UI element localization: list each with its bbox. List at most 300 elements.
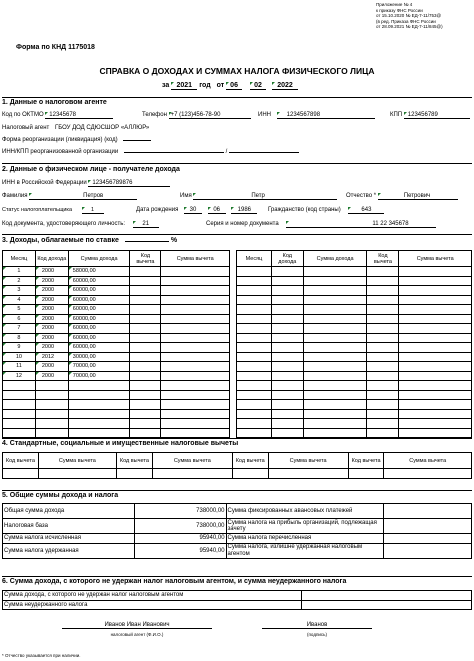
unwithheld-income-label: Сумма дохода, с которого не удержан налог налоговым агентом bbox=[3, 591, 302, 601]
income-cell-amount bbox=[68, 381, 130, 391]
income-cell-empty bbox=[399, 409, 472, 419]
deduction-cell bbox=[3, 469, 39, 479]
income-cell-dsum bbox=[161, 333, 230, 343]
income-cell-empty bbox=[399, 295, 472, 305]
income-row-empty bbox=[237, 371, 472, 381]
income-cell-empty bbox=[237, 428, 272, 438]
income-cell-empty bbox=[271, 333, 303, 343]
income-cell-empty bbox=[367, 333, 399, 343]
income-cell-empty bbox=[271, 286, 303, 296]
income-cell-code: 2000 bbox=[35, 343, 68, 353]
income-row-empty bbox=[237, 333, 472, 343]
income-cell-empty bbox=[367, 409, 399, 419]
income-cell-amount: 60000,00 bbox=[68, 276, 130, 286]
income-cell-dsum bbox=[161, 267, 230, 277]
income-cell-empty bbox=[237, 324, 272, 334]
income-row bbox=[3, 371, 230, 381]
income-cell-empty bbox=[399, 314, 472, 324]
deduction-cell bbox=[384, 469, 472, 479]
income-row-empty bbox=[237, 324, 472, 334]
income-cell-empty bbox=[237, 400, 272, 410]
income-cell-code: 2000 bbox=[35, 371, 68, 381]
income-row bbox=[3, 400, 230, 410]
income-cell-dcode bbox=[130, 305, 161, 315]
income-cell-amount: 58000,00 bbox=[68, 267, 130, 277]
birth-day: 30 bbox=[184, 207, 202, 214]
income-cell-empty bbox=[237, 362, 272, 372]
birth-month: 06 bbox=[208, 207, 226, 214]
income-cell-dcode bbox=[130, 314, 161, 324]
income-cell-dsum bbox=[161, 428, 230, 438]
income-row-empty bbox=[237, 409, 472, 419]
income-cell-dsum bbox=[161, 362, 230, 372]
income-cell-empty bbox=[399, 371, 472, 381]
income-cell-empty bbox=[303, 276, 367, 286]
income-cell-empty bbox=[237, 343, 272, 353]
income-cell-dcode bbox=[130, 419, 161, 429]
totals-row bbox=[3, 504, 472, 519]
deduction-cell bbox=[232, 469, 268, 479]
income-cell-empty bbox=[367, 343, 399, 353]
oktmo-row bbox=[2, 112, 113, 119]
income-cell-code: 2000 bbox=[35, 362, 68, 372]
income-cell-empty bbox=[367, 324, 399, 334]
income-cell-code: 2000 bbox=[35, 267, 68, 277]
income-cell-empty bbox=[399, 428, 472, 438]
patronymic-label: Отчество * bbox=[346, 193, 377, 199]
reorg-label: Форма реорганизации (ликвидация) (код) bbox=[2, 137, 118, 143]
deductions-table bbox=[2, 452, 472, 479]
income-cell-dcode bbox=[130, 381, 161, 391]
income-cell-empty bbox=[303, 324, 367, 334]
date-day: 06 bbox=[226, 82, 242, 90]
section2-header: 2. Данные о физическом лице - получателе дохода bbox=[2, 166, 180, 173]
income-cell-code bbox=[35, 381, 68, 391]
doc-code-label: Код документа, удостоверяющего личность: bbox=[2, 221, 126, 227]
income-cell-code bbox=[35, 419, 68, 429]
col-deduct-code: Код вычета bbox=[130, 251, 161, 267]
total-label: Общая сумма дохода bbox=[3, 504, 135, 519]
income-row-empty bbox=[237, 428, 472, 438]
total-label: Сумма налога исчисленная bbox=[3, 534, 135, 544]
income-cell-dsum bbox=[161, 295, 230, 305]
patronymic-value: Петрович bbox=[378, 193, 458, 200]
income-cell-empty bbox=[237, 305, 272, 315]
income-cell-amount: 60000,00 bbox=[68, 314, 130, 324]
form-code: Форма по КНД 1175018 bbox=[16, 44, 95, 51]
income-row bbox=[3, 343, 230, 353]
income-cell-empty bbox=[303, 428, 367, 438]
deduction-code-header: Код вычета bbox=[232, 453, 268, 469]
income-cell-code: 2012 bbox=[35, 352, 68, 362]
kpp-label: КПП bbox=[390, 112, 403, 118]
income-cell-empty bbox=[367, 314, 399, 324]
income-cell-empty bbox=[271, 267, 303, 277]
income-cell-dsum bbox=[161, 305, 230, 315]
income-row bbox=[3, 333, 230, 343]
income-cell-month: 12 bbox=[3, 371, 36, 381]
income-row bbox=[3, 324, 230, 334]
income-cell-month: 7 bbox=[3, 324, 36, 334]
income-row-empty bbox=[237, 305, 472, 315]
income-row bbox=[3, 267, 230, 277]
income-cell-dcode bbox=[130, 267, 161, 277]
income-cell-dcode bbox=[130, 409, 161, 419]
agent-inn-row bbox=[258, 112, 375, 119]
za-label: за bbox=[162, 82, 170, 89]
reorg-inn-row bbox=[2, 149, 299, 155]
col-income-sum: Сумма дохода bbox=[303, 251, 367, 267]
income-cell-empty bbox=[237, 295, 272, 305]
total-value: 95940,00 bbox=[134, 534, 226, 544]
income-cell-code: 2000 bbox=[35, 324, 68, 334]
income-cell-empty bbox=[237, 352, 272, 362]
person-inn-value: 123456789876 bbox=[88, 180, 170, 187]
report-year: 2021 bbox=[171, 82, 197, 90]
citizen-row bbox=[268, 207, 384, 214]
section5-header: 5. Общие суммы дохода и налога bbox=[2, 492, 119, 499]
income-row-empty bbox=[237, 267, 472, 277]
income-cell-empty bbox=[303, 333, 367, 343]
agent-label: Налоговый агент bbox=[2, 125, 50, 131]
income-cell-amount: 60000,00 bbox=[68, 324, 130, 334]
section1-header: 1. Данные о налоговом агенте bbox=[2, 99, 107, 106]
total-value: 738000,00 bbox=[134, 504, 226, 519]
phone-row bbox=[142, 112, 251, 119]
income-cell-empty bbox=[237, 333, 272, 343]
patronymic-row bbox=[346, 193, 458, 200]
deduction-code-header: Код вычета bbox=[348, 453, 384, 469]
income-row-empty bbox=[237, 400, 472, 410]
income-cell-dsum bbox=[161, 343, 230, 353]
birth-row bbox=[136, 207, 257, 214]
income-cell-empty bbox=[303, 305, 367, 315]
income-cell-code bbox=[35, 409, 68, 419]
income-cell-dcode bbox=[130, 276, 161, 286]
unwithheld-income-value bbox=[302, 591, 472, 601]
income-cell-empty bbox=[399, 276, 472, 286]
income-cell-empty bbox=[399, 390, 472, 400]
totals-row bbox=[3, 519, 472, 534]
income-cell-month: 8 bbox=[3, 333, 36, 343]
col-deduct-sum: Сумма вычета bbox=[399, 251, 472, 267]
income-cell-empty bbox=[237, 314, 272, 324]
agent-inn-label: ИНН bbox=[258, 112, 271, 118]
income-row bbox=[3, 409, 230, 419]
section6-header: 6. Сумма дохода, с которого не удержан налог налоговым агентом, и сумма неудержанного налога bbox=[2, 578, 347, 585]
surname-label: Фамилия bbox=[2, 193, 28, 199]
income-cell-empty bbox=[237, 267, 272, 277]
income-cell-empty bbox=[399, 352, 472, 362]
income-cell-dcode bbox=[130, 343, 161, 353]
income-cell-month: 5 bbox=[3, 305, 36, 315]
col-month: Месяц bbox=[237, 251, 272, 267]
income-cell-month bbox=[3, 400, 36, 410]
totals-table bbox=[2, 503, 472, 559]
col-income-sum: Сумма дохода bbox=[68, 251, 130, 267]
col-month: Месяц bbox=[3, 251, 36, 267]
income-row-empty bbox=[237, 276, 472, 286]
income-cell-month: 4 bbox=[3, 295, 36, 305]
col-deduct-sum: Сумма вычета bbox=[161, 251, 230, 267]
deduction-cell bbox=[268, 469, 348, 479]
appendix-line: к приказу ФНС России bbox=[376, 7, 423, 13]
income-cell-empty bbox=[237, 390, 272, 400]
income-cell-empty bbox=[367, 352, 399, 362]
date-month: 02 bbox=[250, 82, 266, 90]
income-cell-empty bbox=[367, 267, 399, 277]
income-row-empty bbox=[237, 314, 472, 324]
income-cell-empty bbox=[237, 381, 272, 391]
income-cell-dcode bbox=[130, 333, 161, 343]
income-cell-empty bbox=[271, 400, 303, 410]
income-cell-code: 2000 bbox=[35, 276, 68, 286]
income-cell-code bbox=[35, 400, 68, 410]
income-cell-empty bbox=[271, 352, 303, 362]
income-cell-code: 2000 bbox=[35, 333, 68, 343]
income-cell-dcode bbox=[130, 352, 161, 362]
income-cell-empty bbox=[271, 295, 303, 305]
reorg-kpp-value bbox=[229, 152, 299, 153]
status-label: Статус налогоплательщика bbox=[2, 207, 73, 213]
section3-header-row bbox=[2, 237, 177, 244]
unwithheld-tax-label: Сумма неудержанного налога bbox=[3, 600, 302, 610]
income-cell-empty bbox=[271, 276, 303, 286]
income-cell-month: 10 bbox=[3, 352, 36, 362]
income-cell-dcode bbox=[130, 286, 161, 296]
income-row-empty bbox=[237, 352, 472, 362]
total-label: Сумма налога удержанная bbox=[3, 543, 135, 558]
income-cell-amount bbox=[68, 428, 130, 438]
income-cell-empty bbox=[303, 390, 367, 400]
income-cell-empty bbox=[271, 409, 303, 419]
income-cell-month: 3 bbox=[3, 286, 36, 296]
income-cell-code: 2000 bbox=[35, 305, 68, 315]
income-cell-empty bbox=[271, 343, 303, 353]
income-cell-empty bbox=[399, 324, 472, 334]
income-row-empty bbox=[237, 362, 472, 372]
income-row bbox=[3, 286, 230, 296]
income-cell-code bbox=[35, 428, 68, 438]
date-line bbox=[162, 82, 298, 90]
income-cell-empty bbox=[367, 428, 399, 438]
income-row-empty bbox=[237, 286, 472, 296]
unwithheld-tax-value bbox=[302, 600, 472, 610]
income-row bbox=[3, 314, 230, 324]
income-cell-empty bbox=[303, 381, 367, 391]
doc-code-value: 21 bbox=[133, 221, 159, 228]
income-cell-empty bbox=[367, 371, 399, 381]
reorg-inn-value bbox=[124, 152, 224, 153]
income-cell-empty bbox=[237, 419, 272, 429]
income-cell-empty bbox=[271, 419, 303, 429]
income-cell-empty bbox=[303, 314, 367, 324]
income-cell-empty bbox=[367, 305, 399, 315]
income-cell-dsum bbox=[161, 419, 230, 429]
person-inn-label: ИНН в Российской Федерации bbox=[2, 180, 87, 186]
name-label: Имя bbox=[180, 193, 192, 199]
income-cell-empty bbox=[367, 381, 399, 391]
income-cell-empty bbox=[367, 295, 399, 305]
income-row-empty bbox=[237, 381, 472, 391]
income-cell-empty bbox=[303, 362, 367, 372]
total-right-label: Сумма налога, излишне удержанная налоговым агентом bbox=[226, 543, 384, 558]
phone-label: Телефон bbox=[142, 112, 167, 118]
income-cell-empty bbox=[303, 343, 367, 353]
doc-series-label: Серия и номер документа bbox=[206, 221, 279, 227]
total-label: Налоговая база bbox=[3, 519, 135, 534]
income-cell-empty bbox=[237, 371, 272, 381]
income-cell-dsum bbox=[161, 371, 230, 381]
income-cell-dcode bbox=[130, 362, 161, 372]
income-cell-month: 2 bbox=[3, 276, 36, 286]
name-value: Петр bbox=[193, 193, 337, 200]
income-cell-dsum bbox=[161, 276, 230, 286]
kpp-row bbox=[390, 112, 470, 119]
income-cell-amount: 60000,00 bbox=[68, 305, 130, 315]
income-cell-empty bbox=[303, 267, 367, 277]
totals-row bbox=[3, 543, 472, 558]
surname-row bbox=[2, 193, 137, 200]
agent-row bbox=[2, 125, 149, 131]
income-cell-dsum bbox=[161, 381, 230, 391]
income-row-empty bbox=[237, 343, 472, 353]
income-cell-amount bbox=[68, 409, 130, 419]
deduction-sum-header: Сумма вычета bbox=[268, 453, 348, 469]
income-cell-empty bbox=[303, 295, 367, 305]
deduction-code-header: Код вычета bbox=[117, 453, 153, 469]
deduction-sum-header: Сумма вычета bbox=[384, 453, 472, 469]
income-cell-dcode bbox=[130, 295, 161, 305]
total-right-value bbox=[384, 519, 472, 534]
total-right-value bbox=[384, 543, 472, 558]
income-row bbox=[3, 362, 230, 372]
deduction-cell bbox=[348, 469, 384, 479]
income-cell-amount bbox=[68, 400, 130, 410]
income-row bbox=[3, 390, 230, 400]
income-cell-dsum bbox=[161, 324, 230, 334]
percent-sign: % bbox=[170, 237, 178, 244]
income-cell-empty bbox=[271, 362, 303, 372]
reorg-inn-label: ИНН/КПП реорганизованной организации bbox=[2, 149, 119, 155]
income-cell-month: 1 bbox=[3, 267, 36, 277]
income-cell-amount: 60000,00 bbox=[68, 343, 130, 353]
citizen-label: Гражданство (код страны) bbox=[268, 207, 341, 213]
income-cell-month bbox=[3, 390, 36, 400]
signature-value: Иванов bbox=[262, 622, 372, 629]
total-right-label: Сумма налога на прибыль организаций, подлежащая зачету bbox=[226, 519, 384, 534]
page-title: СПРАВКА О ДОХОДАХ И СУММАХ НАЛОГА ФИЗИЧЕСКОГО ЛИЦА bbox=[99, 66, 375, 76]
income-row bbox=[3, 276, 230, 286]
income-cell-empty bbox=[303, 371, 367, 381]
income-row bbox=[3, 305, 230, 315]
income-cell-empty bbox=[237, 286, 272, 296]
income-cell-dsum bbox=[161, 352, 230, 362]
income-row bbox=[3, 381, 230, 391]
surname-value: Петров bbox=[29, 193, 137, 200]
deduction-sum-header: Сумма вычета bbox=[38, 453, 116, 469]
income-cell-empty bbox=[367, 419, 399, 429]
income-cell-month: 11 bbox=[3, 362, 36, 372]
section3-header: 3. Доходы, облагаемые по ставке bbox=[2, 237, 119, 244]
income-cell-empty bbox=[303, 400, 367, 410]
income-cell-dcode bbox=[130, 400, 161, 410]
income-cell-empty bbox=[367, 400, 399, 410]
income-row-empty bbox=[237, 390, 472, 400]
income-cell-month bbox=[3, 381, 36, 391]
totals-row bbox=[3, 534, 472, 544]
person-inn-row bbox=[2, 180, 170, 187]
total-right-value bbox=[384, 534, 472, 544]
income-cell-dsum bbox=[161, 286, 230, 296]
income-cell-code bbox=[35, 390, 68, 400]
income-cell-empty bbox=[271, 371, 303, 381]
income-cell-amount bbox=[68, 390, 130, 400]
reorg-value bbox=[123, 140, 151, 141]
income-cell-empty bbox=[303, 286, 367, 296]
appendix-line: Приложение № 4 bbox=[376, 2, 413, 7]
income-cell-empty bbox=[367, 276, 399, 286]
income-cell-code: 2000 bbox=[35, 286, 68, 296]
income-cell-dsum bbox=[161, 409, 230, 419]
income-cell-amount: 60000,00 bbox=[68, 295, 130, 305]
footnote: * Отчество указывается при наличии. bbox=[2, 653, 81, 658]
appendix-note bbox=[376, 2, 443, 30]
income-row bbox=[3, 419, 230, 429]
deduction-cell bbox=[38, 469, 116, 479]
signature-caption: (подпись) bbox=[306, 632, 327, 637]
income-row bbox=[3, 352, 230, 362]
income-table-right bbox=[236, 250, 472, 438]
income-cell-dsum bbox=[161, 314, 230, 324]
income-cell-dcode bbox=[130, 428, 161, 438]
deduction-code-header: Код вычета bbox=[3, 453, 39, 469]
birth-label: Дата рождения bbox=[136, 207, 179, 213]
income-cell-amount: 60000,00 bbox=[68, 333, 130, 343]
col-deduct-code: Код вычета bbox=[367, 251, 399, 267]
appendix-line: от 28.09.2021 № ЕД-7-11/845@) bbox=[376, 24, 443, 29]
phone-value: +7 (123)456-78-90 bbox=[169, 112, 251, 119]
oktmo-value: 12345678 bbox=[45, 112, 113, 119]
income-cell-empty bbox=[303, 352, 367, 362]
agent-value: ГБОУ ДОД СДЮСШОР «АЛЛЮР» bbox=[54, 125, 150, 131]
reorg-slash: / bbox=[225, 149, 228, 155]
income-cell-empty bbox=[399, 400, 472, 410]
total-right-value bbox=[384, 504, 472, 519]
ot-label: от bbox=[216, 82, 225, 89]
income-cell-empty bbox=[367, 362, 399, 372]
income-cell-empty bbox=[399, 419, 472, 429]
income-cell-empty bbox=[237, 409, 272, 419]
kpp-value: 123456789 bbox=[404, 112, 470, 119]
god-label: год bbox=[199, 82, 211, 89]
name-row bbox=[180, 193, 337, 200]
income-cell-month: 6 bbox=[3, 314, 36, 324]
income-cell-empty bbox=[303, 409, 367, 419]
total-right-label: Сумма фиксированных авансовых платежей bbox=[226, 504, 384, 519]
doc-series-value: 11 22 345678 bbox=[286, 221, 436, 228]
income-cell-dcode bbox=[130, 324, 161, 334]
appendix-line: (в ред. Приказа ФНС России bbox=[376, 18, 436, 24]
income-cell-empty bbox=[271, 428, 303, 438]
section4-header: 4. Стандартные, социальные и имущественные налоговые вычеты bbox=[2, 440, 239, 447]
col-income-code: Код дохода bbox=[35, 251, 68, 267]
reorg-row bbox=[2, 137, 151, 143]
income-cell-dsum bbox=[161, 400, 230, 410]
agent-inn-value: 1234567898 bbox=[277, 112, 375, 119]
income-cell-empty bbox=[237, 276, 272, 286]
income-cell-empty bbox=[399, 381, 472, 391]
